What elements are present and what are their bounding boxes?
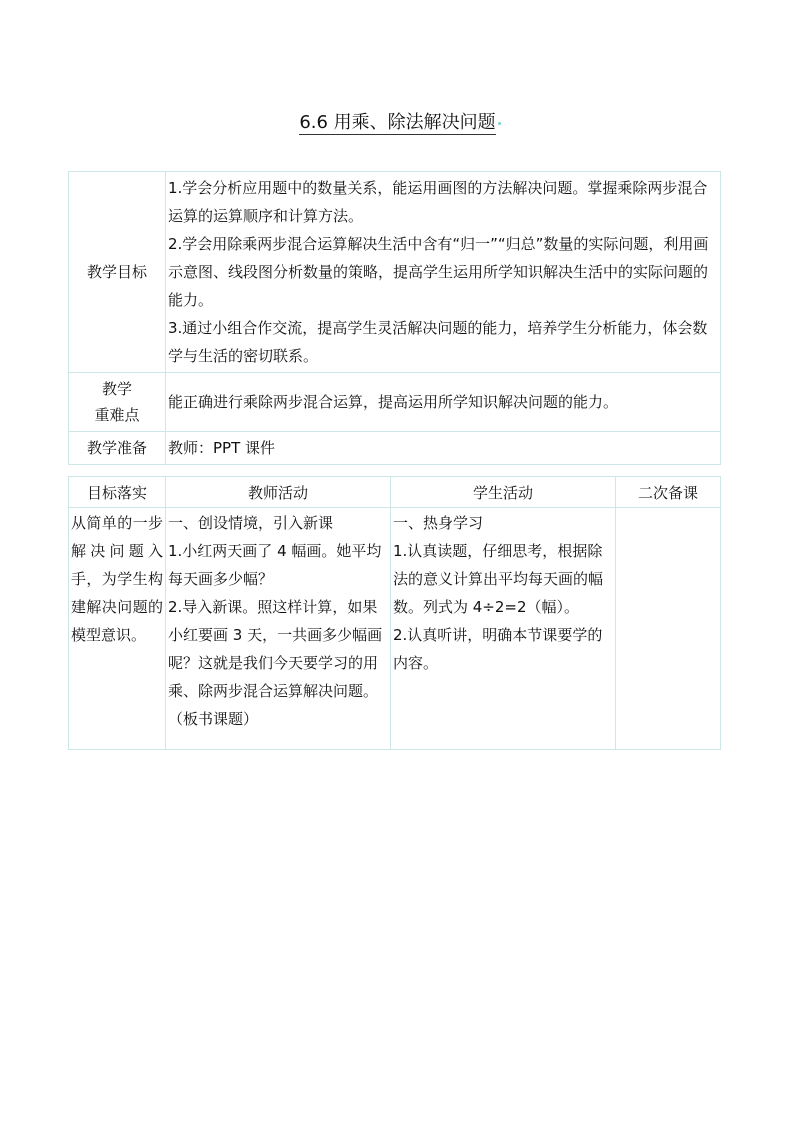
- student-activity-cell: [391, 508, 616, 750]
- teaching-goals-content: [166, 172, 721, 373]
- label-teaching-goals: 教学目标: [69, 172, 166, 373]
- table-row: [69, 373, 721, 432]
- goal-item-3: 3.通过小组合作交流，提高学生灵活解决问题的能力，培养学生分析能力，体会数学与生活的密切联系。: [168, 319, 708, 365]
- second-prep-cell: [616, 508, 721, 750]
- label-preparation: 教学准备: [69, 432, 166, 465]
- teacher-step-0: 一、创设情境，引入新课: [168, 514, 334, 532]
- goal-item-1: 1.学会分析应用题中的数量关系，能运用画图的方法解决问题。掌握乘除两步混合运算的运算顺序和计算方法。: [168, 179, 708, 225]
- teacher-activity-cell: [166, 508, 391, 750]
- preparation-content: 教师：PPT 课件: [166, 432, 721, 465]
- goal-item-2: 2.学会用除乘两步混合运算解决生活中含有“归一”“归总”数量的实际问题，利用画示意图、线段图分析数量的策略，提高学生运用所学知识解决生活中的实际问题的能力。: [168, 235, 709, 309]
- teacher-step-1: 1.小红两天画了 4 幅画。她平均每天画多少幅？: [168, 542, 382, 588]
- objectives-table: [68, 171, 721, 465]
- document-title: [0, 110, 800, 136]
- activities-table: [68, 476, 721, 750]
- student-step-0: 一、热身学习: [393, 514, 484, 532]
- goal-cell: 从简单的一步解决问题入手，为学生构建解决问题的模型意识。: [69, 508, 166, 750]
- title-mark: [498, 122, 501, 125]
- student-step-2: 2.认真听讲，明确本节课要学的内容。: [393, 626, 603, 672]
- table-row: [69, 432, 721, 465]
- header-goal: 目标落实: [69, 477, 166, 508]
- header-teacher-activity: 教师活动: [166, 477, 391, 508]
- student-step-1: 1.认真读题，仔细思考，根据除法的意义计算出平均每天画的幅数。列式为 4÷2=2（幅）。: [393, 542, 604, 616]
- table-row: [69, 172, 721, 373]
- teacher-step-2: 2.导入新课。照这样计算，如果小红要画 3 天，一共画多少幅画呢？这就是我们今天要学习的用乘、除两步混合运算解决问题。（板书课题）: [168, 598, 383, 728]
- label-line-2: 重难点: [94, 406, 140, 424]
- label-line-1: 教学: [101, 380, 132, 398]
- table-header-row: [69, 477, 721, 508]
- title-text: 6.6 用乘、除法解决问题: [299, 112, 496, 133]
- header-second-prep: 二次备课: [616, 477, 721, 508]
- label-key-difficulties: [69, 373, 166, 432]
- header-student-activity: 学生活动: [391, 477, 616, 508]
- table-row: [69, 508, 721, 750]
- key-difficulties-content: 能正确进行乘除两步混合运算，提高运用所学知识解决问题的能力。: [166, 373, 721, 432]
